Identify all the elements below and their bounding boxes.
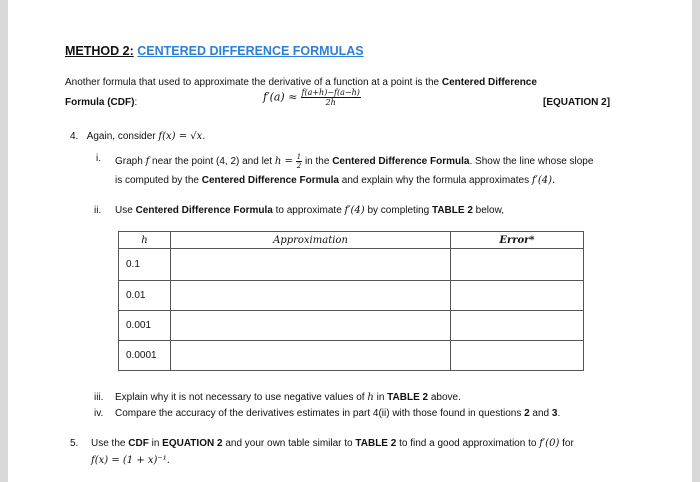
table-2 (118, 231, 584, 371)
table-header-row (119, 232, 584, 249)
q4-i-number: i. (96, 153, 101, 164)
col-header-error: Error* (451, 232, 584, 249)
q4-iii-number: iii. (94, 392, 104, 403)
table-row (119, 281, 584, 311)
q4-ii-number: ii. (94, 205, 102, 216)
question-5-number: 5. (70, 438, 79, 449)
error-cell[interactable] (451, 341, 584, 371)
approximation-cell[interactable] (171, 341, 451, 371)
equation-label: [EQUATION 2] (543, 97, 611, 108)
intro-line-1: Another formula that used to approximate the derivative of a function at a point is the Centered Difference (65, 77, 537, 88)
q4-iii-text: Explain why it is not necessary to use negative values of h in TABLE 2 above. (115, 392, 461, 403)
col-header-approximation: Approximation (171, 232, 451, 249)
table-row (119, 341, 584, 371)
error-cell[interactable] (451, 311, 584, 341)
q4-ii-text: Use Centered Difference Formula to approximate f′(4) by completing TABLE 2 below, (115, 205, 505, 216)
approximation-cell[interactable] (171, 249, 451, 281)
h-cell: 0.1 (119, 249, 171, 281)
h-cell: 0.0001 (119, 341, 171, 371)
h-cell: 0.001 (119, 311, 171, 341)
cdf-formula: f′(a) ≈ $\frac{f(a+h)-f(a-h)}{2h}$ (263, 88, 360, 107)
question-5-line-2: f(x) = (1 + x)⁻¹. (91, 455, 170, 466)
heading-link[interactable]: CENTERED DIFFERENCE FORMULAS (137, 44, 364, 58)
question-5-line-1: Use the CDF in EQUATION 2 and your own table similar to TABLE 2 to find a good approximation to f′(0) for (91, 438, 574, 449)
col-header-h: h (119, 232, 171, 249)
approximation-cell[interactable] (171, 281, 451, 311)
table-row (119, 311, 584, 341)
document-page (8, 0, 692, 482)
error-cell[interactable] (451, 281, 584, 311)
question-4: 4. Again, consider f(x) = √x. (70, 131, 206, 142)
error-cell[interactable] (451, 249, 584, 281)
q4-iv-number: iv. (94, 408, 104, 419)
q4-iv-text: Compare the accuracy of the derivatives estimates in part 4(ii) with those found in questions 2 and 3. (115, 408, 561, 419)
intro-line-2: Formula (CDF): (65, 97, 138, 108)
approximation-cell[interactable] (171, 311, 451, 341)
table-row (119, 249, 584, 281)
q4-i-line-2: is computed by the Centered Difference Formula and explain why the formula approximates f′(4). (115, 175, 556, 186)
section-heading: METHOD 2: CENTERED DIFFERENCE FORMULAS (65, 44, 364, 58)
h-cell: 0.01 (119, 281, 171, 311)
q4-i-line-1: Graph f near the point (4, 2) and let h = $\frac{1}{2}$ in the Centered Difference Formula. Show the line whose slope (115, 153, 594, 170)
